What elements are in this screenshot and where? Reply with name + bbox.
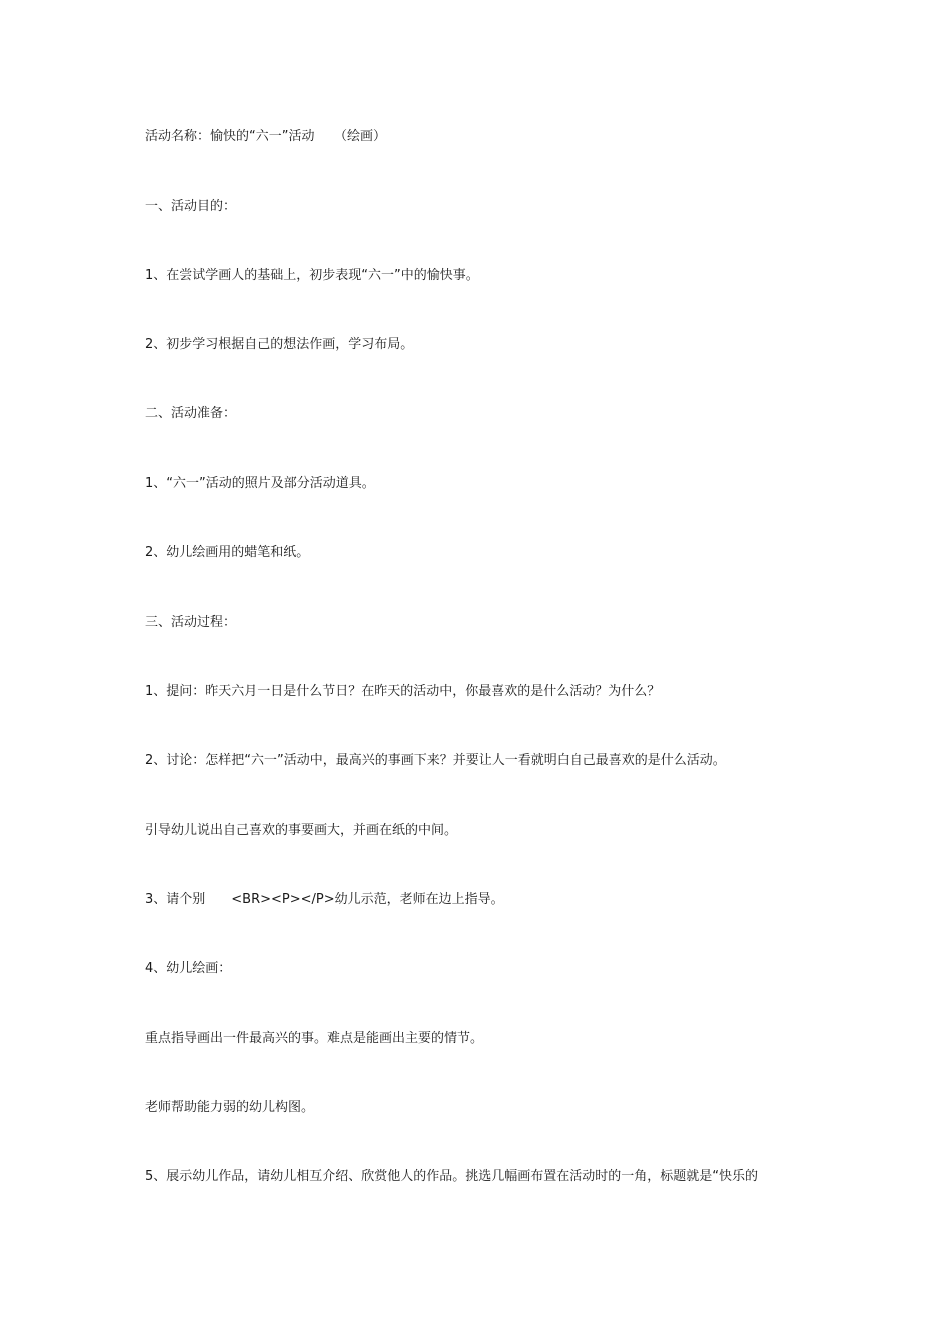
goal-item-2: 2、初步学习根据自己的想法作画，学习布局。 xyxy=(145,337,414,352)
section-heading-prep: 二、活动准备： xyxy=(145,406,237,421)
process-item-2: 2、讨论：怎样把“六一”活动中，最高兴的事画下来？并要让人一看就明白自己最喜欢的是什么活动。 xyxy=(145,753,726,768)
process-note-3: 老师帮助能力弱的幼儿构图。 xyxy=(145,1100,315,1115)
process-item-3: 3、请个别 <BR><P></P>幼儿示范，老师在边上指导。 xyxy=(145,892,504,907)
process-item-4: 4、幼儿绘画： xyxy=(145,961,232,976)
process-item-5: 5、展示幼儿作品，请幼儿相互介绍、欣赏他人的作品。挑选几幅画布置在活动时的一角，标题就是“快乐的 xyxy=(145,1169,759,1184)
section-heading-process: 三、活动过程： xyxy=(145,615,237,630)
process-note-2: 重点指导画出一件最高兴的事。难点是能画出主要的情节。 xyxy=(145,1031,484,1046)
activity-title: 活动名称：愉快的“六一”活动 （绘画） xyxy=(145,129,386,144)
process-note-1: 引导幼儿说出自己喜欢的事要画大，并画在纸的中间。 xyxy=(145,823,458,838)
section-heading-goals: 一、活动目的： xyxy=(145,199,237,214)
process-item-1: 1、提问：昨天六月一日是什么节日？在昨天的活动中，你最喜欢的是什么活动？为什么？ xyxy=(145,684,661,699)
prep-item-1: 1、“六一”活动的照片及部分活动道具。 xyxy=(145,476,375,491)
goal-item-1: 1、在尝试学画人的基础上，初步表现“六一”中的愉快事。 xyxy=(145,268,479,283)
prep-item-2: 2、幼儿绘画用的蜡笔和纸。 xyxy=(145,545,310,560)
